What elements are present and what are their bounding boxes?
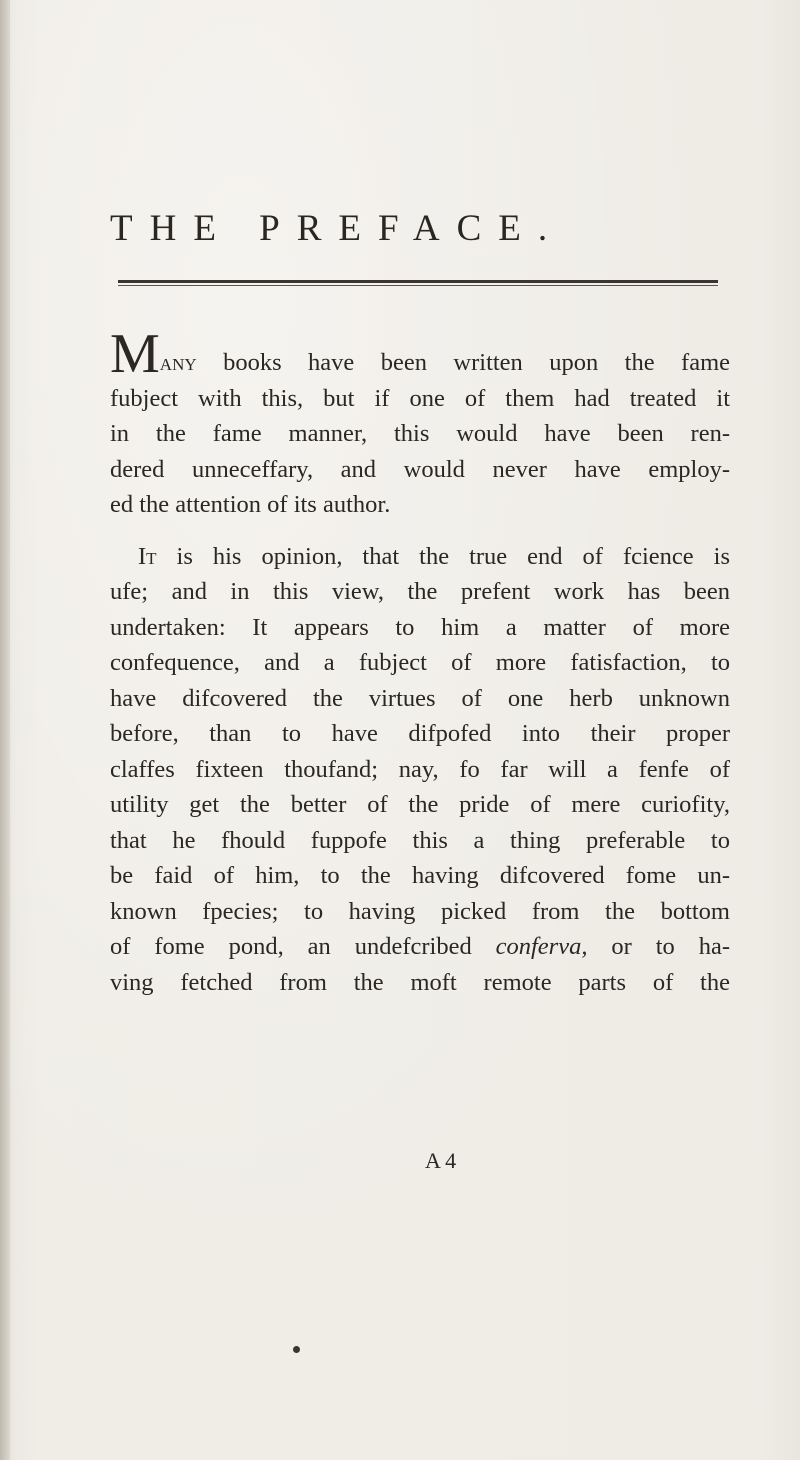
body-text <box>110 323 730 1016</box>
ink-blot <box>293 1346 300 1353</box>
text-line: confequence, and a fubject of more fatisfaction, to <box>110 649 730 676</box>
text-line: ed the attention of its author. <box>110 491 391 518</box>
rule-thin-line <box>118 285 718 286</box>
line-text: of fome pond, an undefcribed <box>110 933 496 960</box>
text-line: utility get the better of the pride of mere curiofity, <box>110 791 730 818</box>
small-caps-word: any <box>159 349 197 376</box>
small-caps-word: It <box>138 542 157 570</box>
text-line <box>110 929 730 965</box>
paragraph-2 <box>110 539 730 1001</box>
page-spine-shadow <box>0 0 10 1460</box>
text-line: in the fame manner, this would have been ren- <box>110 420 730 447</box>
text-line: ufe; and in this view, the prefent work has been <box>110 578 730 605</box>
title-rule <box>118 280 718 286</box>
line-text: books have been written upon the fame <box>196 349 730 376</box>
text-line: have difcovered the virtues of one herb unknown <box>110 684 730 712</box>
text-line: known fpecies; to having picked from the bottom <box>110 897 730 925</box>
text-line: be faid of him, to the having difcovered fome un- <box>110 862 730 889</box>
page-title: THE PREFACE. <box>110 208 565 249</box>
text-line: before, than to have difpofed into their proper <box>110 720 730 747</box>
rule-thick-line <box>118 280 718 283</box>
drop-capital: M <box>110 323 160 385</box>
text-line <box>110 323 730 385</box>
line-text: or to ha- <box>587 933 730 960</box>
text-line: ving fetched from the moft remote parts of the <box>110 968 730 996</box>
italic-term: conferva, <box>495 933 588 960</box>
text-line: claffes fixteen thoufand; nay, fo far will a fenfe of <box>110 755 730 783</box>
text-line: fubject with this, but if one of them had treated it <box>110 384 730 412</box>
signature-mark: A 4 <box>425 1148 457 1173</box>
text-line: dered unneceffary, and would never have employ- <box>110 455 730 483</box>
paragraph-1 <box>110 323 730 523</box>
line-text: is his opinion, that the true end of fcience is <box>156 542 730 570</box>
text-line: that he fhould fuppofe this a thing preferable to <box>110 826 730 854</box>
text-line <box>110 539 730 575</box>
text-line: undertaken: It appears to him a matter of more <box>110 613 730 641</box>
